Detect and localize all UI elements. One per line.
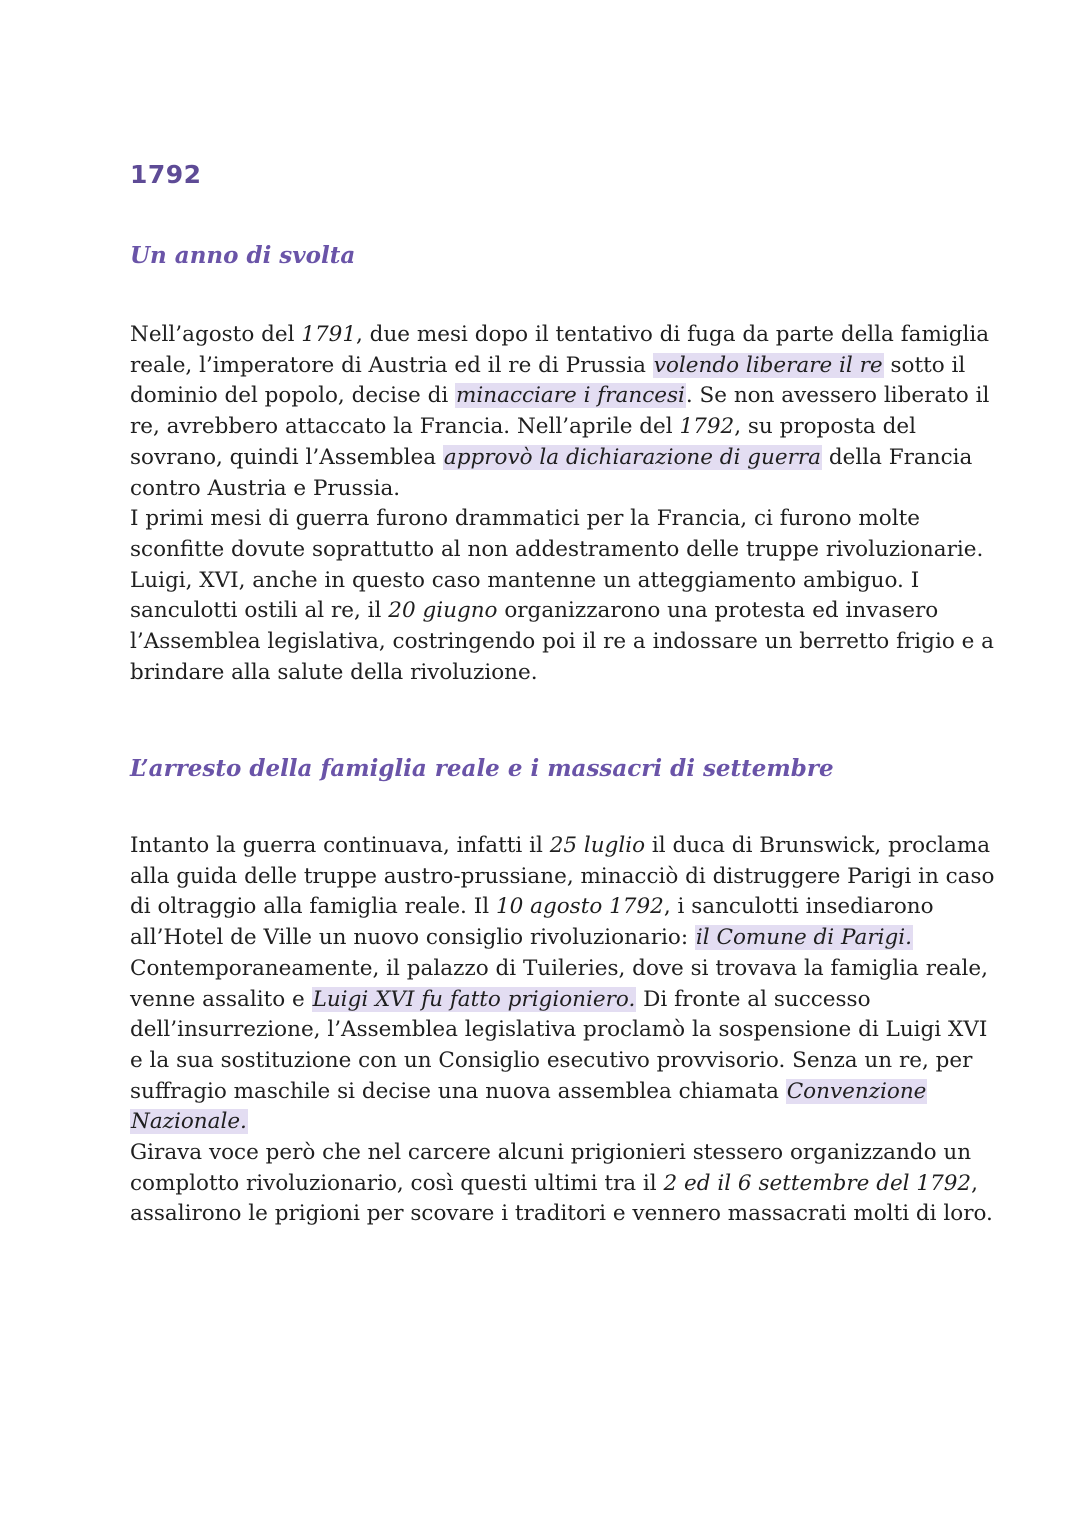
highlighted-text: approvò la dichiarazione di guerra <box>443 444 821 470</box>
text-line <box>130 1107 960 1138</box>
highlighted-text: il Comune di Parigi. <box>695 925 912 951</box>
page-title: 1792 <box>130 160 202 189</box>
text-run: dell’insurrezione, l’Assemblea legislativa proclamò la sospensione di Luigi XVI <box>130 1017 988 1043</box>
text-line <box>130 627 994 658</box>
text-run: alla guida delle truppe austro-prussiane, minacciò di distruggere Parigi in caso <box>130 863 995 889</box>
emphasized-text: 25 luglio <box>549 833 646 858</box>
text-run: sanculotti ostili al re, il <box>130 598 389 624</box>
text-run: il duca di Brunswick, proclama <box>645 833 991 858</box>
text-line <box>130 831 991 862</box>
text-line <box>130 658 960 689</box>
text-line <box>130 1077 960 1108</box>
text-line <box>130 443 973 474</box>
section-title-arresto-famiglia-reale: L’arresto della famiglia reale e i massacri di settembre <box>130 755 834 782</box>
text-run: Nell’agosto del <box>130 322 302 347</box>
text-line <box>130 954 988 985</box>
text-line <box>130 504 960 535</box>
highlighted-text: minacciare i francesi <box>456 383 685 409</box>
text-run: e la sua sostituzione con un Consiglio esecutivo provvisorio. Senza un re, per <box>130 1047 973 1073</box>
text-run: Di fronte al successo <box>636 986 871 1012</box>
text-run: organizzarono una protesta ed invasero <box>497 598 939 624</box>
text-line <box>130 596 960 627</box>
text-run: dominio del popolo, decise di <box>130 383 456 409</box>
text-line <box>130 1046 973 1077</box>
text-line <box>130 1138 972 1169</box>
text-run: l’Assemblea legislativa, costringendo poi il re a indossare un berretto frigio e a <box>130 629 994 655</box>
text-run: I primi mesi di guerra furono drammatici per la Francia, ci furono molte <box>130 506 920 532</box>
text-line <box>130 474 960 505</box>
text-run: reale, l’imperatore di Austria ed il re di Prussia <box>130 352 653 378</box>
text-run: assalirono le prigioni per scovare i traditori e vennero massacrati molti di loro. <box>130 1201 993 1227</box>
text-run: contro Austria e Prussia. <box>130 475 401 501</box>
text-line <box>130 985 960 1016</box>
text-run: , <box>971 1170 978 1196</box>
text-run: sotto il <box>883 352 966 378</box>
text-run: della Francia <box>822 444 973 470</box>
text-run: . Se non avessero liberato il <box>685 383 990 409</box>
highlighted-text: Luigi XVI fu fatto prigioniero. <box>312 986 636 1012</box>
text-line <box>130 1015 988 1046</box>
paragraph <box>130 831 995 1230</box>
text-line <box>130 412 960 443</box>
section-title-un-anno-di-svolta: Un anno di svolta <box>130 242 356 269</box>
text-line <box>130 892 960 923</box>
text-run: venne assalito e <box>130 986 312 1012</box>
text-line <box>130 862 995 893</box>
text-line <box>130 566 960 597</box>
text-run: Luigi, XVI, anche in questo caso mantenne un atteggiamento ambiguo. I <box>130 567 920 593</box>
text-run: di oltraggio alla famiglia reale. Il <box>130 894 496 920</box>
highlighted-text: Convenzione <box>786 1078 927 1104</box>
text-line <box>130 320 990 351</box>
text-run: sovrano, quindi l’Assemblea <box>130 444 443 470</box>
text-run: all’Hotel de Ville un nuovo consiglio rivoluzionario: <box>130 925 695 951</box>
text-line <box>130 535 984 566</box>
emphasized-text: 1792 <box>679 414 735 440</box>
text-line <box>130 923 960 954</box>
text-run: , i sanculotti insediarono <box>663 894 934 920</box>
text-line <box>130 351 966 382</box>
text-run: , su proposta del <box>734 414 916 440</box>
paragraph <box>130 320 994 688</box>
text-run: , due mesi dopo il tentativo di fuga da parte della famiglia <box>356 322 990 347</box>
text-run: complotto rivoluzionario, così questi ultimi tra il <box>130 1170 664 1196</box>
text-run: Contemporaneamente, il palazzo di Tuileries, dove si trovava la famiglia reale, <box>130 955 988 981</box>
highlighted-text: volendo liberare il re <box>653 352 883 378</box>
emphasized-text: 2 ed il 6 settembre del 1792 <box>663 1170 972 1196</box>
emphasized-text: 20 giugno <box>388 598 498 624</box>
text-run: Girava voce però che nel carcere alcuni prigionieri stessero organizzando un <box>130 1140 972 1166</box>
text-line <box>130 1169 978 1200</box>
text-line <box>130 1199 993 1230</box>
highlighted-text: Nazionale. <box>131 1109 247 1135</box>
text-run: sconfitte dovute soprattutto al non addestramento delle truppe rivoluzionarie. <box>130 536 984 562</box>
section-body-1 <box>130 320 994 688</box>
emphasized-text: 1791 <box>301 322 357 347</box>
text-run: suffragio maschile si decise una nuova assemblea chiamata <box>130 1078 786 1104</box>
text-run: re, avrebbero attaccato la Francia. Nell’aprile del <box>130 414 680 440</box>
text-run: Intanto la guerra continuava, infatti il <box>130 833 550 858</box>
section-body-2 <box>130 831 995 1230</box>
text-run: brindare alla salute della rivoluzione. <box>130 659 538 685</box>
emphasized-text: 10 agosto 1792 <box>495 894 664 920</box>
text-line <box>130 381 990 412</box>
